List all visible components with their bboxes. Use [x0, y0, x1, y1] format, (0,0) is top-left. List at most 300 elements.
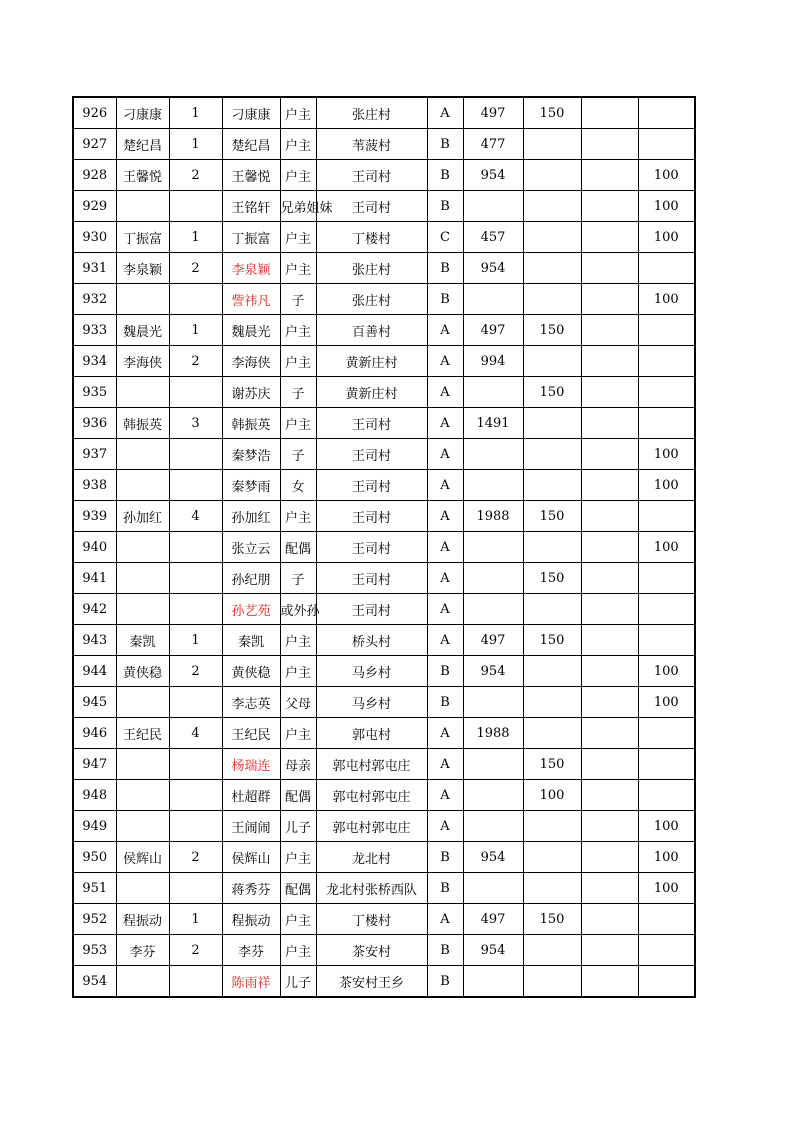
row-number-cell: 943 — [73, 625, 116, 656]
amount-4-cell — [638, 780, 695, 811]
member-count-cell — [169, 439, 222, 470]
amount-2-cell — [523, 253, 581, 284]
relationship-cell: 户主 — [280, 501, 316, 532]
amount-1-cell: 1988 — [463, 501, 523, 532]
amount-4-cell: 100 — [638, 284, 695, 315]
amount-4-cell: 100 — [638, 191, 695, 222]
table-row — [73, 842, 695, 873]
household-head-cell: 刁康康 — [116, 97, 169, 129]
household-head-cell — [116, 191, 169, 222]
class-cell: A — [427, 439, 463, 470]
amount-2-cell: 150 — [523, 563, 581, 594]
amount-2-cell: 150 — [523, 625, 581, 656]
class-cell: A — [427, 718, 463, 749]
amount-3-cell — [581, 346, 638, 377]
member-count-cell: 1 — [169, 904, 222, 935]
amount-3-cell — [581, 501, 638, 532]
amount-4-cell — [638, 253, 695, 284]
amount-4-cell — [638, 625, 695, 656]
household-head-cell — [116, 439, 169, 470]
amount-1-cell: 1491 — [463, 408, 523, 439]
household-head-cell — [116, 811, 169, 842]
amount-3-cell — [581, 935, 638, 966]
household-head-cell — [116, 284, 169, 315]
member-name-cell: 王铭轩 — [222, 191, 280, 222]
member-count-cell — [169, 594, 222, 625]
row-number-cell: 953 — [73, 935, 116, 966]
amount-2-cell: 150 — [523, 904, 581, 935]
household-head-cell — [116, 377, 169, 408]
amount-2-cell — [523, 222, 581, 253]
amount-1-cell — [463, 780, 523, 811]
table-row — [73, 284, 695, 315]
table-row — [73, 718, 695, 749]
household-head-cell — [116, 749, 169, 780]
amount-4-cell: 100 — [638, 811, 695, 842]
relationship-cell: 父母 — [280, 687, 316, 718]
amount-3-cell — [581, 718, 638, 749]
relationship-cell: 儿子 — [280, 811, 316, 842]
row-number-cell: 950 — [73, 842, 116, 873]
amount-1-cell — [463, 439, 523, 470]
row-number-cell: 932 — [73, 284, 116, 315]
member-name-cell: 杨瑞连 — [222, 749, 280, 780]
row-number-cell: 929 — [73, 191, 116, 222]
amount-1-cell: 954 — [463, 935, 523, 966]
amount-1-cell: 497 — [463, 625, 523, 656]
household-head-cell: 李海侠 — [116, 346, 169, 377]
amount-3-cell — [581, 377, 638, 408]
member-name-cell: 訾祎凡 — [222, 284, 280, 315]
row-number-cell: 944 — [73, 656, 116, 687]
village-cell: 王司村 — [316, 408, 427, 439]
village-cell: 王司村 — [316, 160, 427, 191]
member-name-cell: 刁康康 — [222, 97, 280, 129]
amount-3-cell — [581, 470, 638, 501]
member-name-cell: 程振动 — [222, 904, 280, 935]
member-name-cell: 蒋秀芬 — [222, 873, 280, 904]
amount-2-cell — [523, 532, 581, 563]
village-cell: 郭屯村郭屯庄 — [316, 811, 427, 842]
amount-4-cell: 100 — [638, 532, 695, 563]
relationship-cell: 儿子 — [280, 966, 316, 998]
amount-4-cell — [638, 935, 695, 966]
village-cell: 黄新庄村 — [316, 346, 427, 377]
class-cell: B — [427, 253, 463, 284]
member-name-cell: 丁振富 — [222, 222, 280, 253]
amount-1-cell — [463, 563, 523, 594]
member-count-cell — [169, 873, 222, 904]
amount-1-cell — [463, 470, 523, 501]
row-number-cell: 954 — [73, 966, 116, 998]
class-cell: A — [427, 470, 463, 501]
amount-2-cell — [523, 470, 581, 501]
village-cell: 郭屯村郭屯庄 — [316, 780, 427, 811]
member-name-cell: 李海侠 — [222, 346, 280, 377]
household-head-cell: 魏晨光 — [116, 315, 169, 346]
amount-3-cell — [581, 904, 638, 935]
class-cell: B — [427, 687, 463, 718]
household-head-cell: 丁振富 — [116, 222, 169, 253]
village-cell: 茶安村 — [316, 935, 427, 966]
row-number-cell: 930 — [73, 222, 116, 253]
member-count-cell: 2 — [169, 253, 222, 284]
member-name-cell: 杜超群 — [222, 780, 280, 811]
member-name-cell: 侯辉山 — [222, 842, 280, 873]
amount-2-cell — [523, 811, 581, 842]
amount-1-cell — [463, 811, 523, 842]
member-name-cell: 秦梦雨 — [222, 470, 280, 501]
class-cell: A — [427, 408, 463, 439]
table-row — [73, 129, 695, 160]
amount-3-cell — [581, 811, 638, 842]
class-cell: A — [427, 532, 463, 563]
row-number-cell: 941 — [73, 563, 116, 594]
table-row — [73, 439, 695, 470]
member-count-cell: 1 — [169, 625, 222, 656]
class-cell: A — [427, 811, 463, 842]
village-cell: 郭屯村郭屯庄 — [316, 749, 427, 780]
table-row — [73, 904, 695, 935]
household-head-cell — [116, 563, 169, 594]
relationship-cell: 户主 — [280, 842, 316, 873]
member-count-cell — [169, 191, 222, 222]
amount-2-cell — [523, 935, 581, 966]
amount-4-cell: 100 — [638, 439, 695, 470]
amount-4-cell — [638, 563, 695, 594]
amount-3-cell — [581, 780, 638, 811]
member-count-cell — [169, 811, 222, 842]
amount-3-cell — [581, 749, 638, 780]
member-count-cell — [169, 563, 222, 594]
member-count-cell: 3 — [169, 408, 222, 439]
amount-1-cell — [463, 532, 523, 563]
amount-1-cell: 954 — [463, 842, 523, 873]
member-name-cell: 谢苏庆 — [222, 377, 280, 408]
member-count-cell — [169, 284, 222, 315]
amount-1-cell: 994 — [463, 346, 523, 377]
member-count-cell: 4 — [169, 718, 222, 749]
roster-table — [72, 96, 696, 998]
table-row — [73, 160, 695, 191]
village-cell: 张庄村 — [316, 284, 427, 315]
amount-1-cell: 497 — [463, 315, 523, 346]
amount-2-cell: 150 — [523, 97, 581, 129]
amount-2-cell — [523, 966, 581, 998]
relationship-cell: 户主 — [280, 160, 316, 191]
relationship-cell: 配偶 — [280, 532, 316, 563]
relationship-cell: 配偶 — [280, 873, 316, 904]
member-count-cell — [169, 532, 222, 563]
member-count-cell: 2 — [169, 656, 222, 687]
table-row — [73, 966, 695, 998]
relationship-cell: 子 — [280, 284, 316, 315]
row-number-cell: 933 — [73, 315, 116, 346]
household-head-cell — [116, 594, 169, 625]
amount-3-cell — [581, 129, 638, 160]
amount-2-cell: 150 — [523, 377, 581, 408]
relationship-cell: 户主 — [280, 656, 316, 687]
member-name-cell: 魏晨光 — [222, 315, 280, 346]
amount-1-cell: 1988 — [463, 718, 523, 749]
amount-1-cell: 954 — [463, 656, 523, 687]
household-head-cell: 李泉颖 — [116, 253, 169, 284]
row-number-cell: 931 — [73, 253, 116, 284]
row-number-cell: 948 — [73, 780, 116, 811]
amount-1-cell — [463, 687, 523, 718]
row-number-cell: 936 — [73, 408, 116, 439]
member-name-cell: 王纪民 — [222, 718, 280, 749]
row-number-cell: 939 — [73, 501, 116, 532]
row-number-cell: 940 — [73, 532, 116, 563]
amount-4-cell — [638, 97, 695, 129]
table-body — [73, 97, 695, 997]
table-row — [73, 687, 695, 718]
table-row — [73, 749, 695, 780]
relationship-cell: 户主 — [280, 346, 316, 377]
member-count-cell: 2 — [169, 160, 222, 191]
relationship-cell: 户主 — [280, 222, 316, 253]
relationship-cell: 子 — [280, 439, 316, 470]
household-head-cell — [116, 873, 169, 904]
amount-2-cell: 150 — [523, 315, 581, 346]
member-name-cell: 王闹闹 — [222, 811, 280, 842]
member-count-cell: 4 — [169, 501, 222, 532]
member-count-cell: 2 — [169, 935, 222, 966]
table-row — [73, 253, 695, 284]
village-cell: 王司村 — [316, 439, 427, 470]
amount-3-cell — [581, 687, 638, 718]
class-cell: B — [427, 656, 463, 687]
member-name-cell: 李芬 — [222, 935, 280, 966]
class-cell: A — [427, 501, 463, 532]
amount-3-cell — [581, 625, 638, 656]
amount-1-cell: 954 — [463, 160, 523, 191]
amount-1-cell — [463, 749, 523, 780]
class-cell: A — [427, 563, 463, 594]
member-name-cell: 孙纪朋 — [222, 563, 280, 594]
relationship-cell: 户主 — [280, 253, 316, 284]
amount-3-cell — [581, 253, 638, 284]
village-cell: 黄新庄村 — [316, 377, 427, 408]
household-head-cell: 王馨悦 — [116, 160, 169, 191]
class-cell: A — [427, 346, 463, 377]
amount-4-cell — [638, 966, 695, 998]
amount-2-cell — [523, 284, 581, 315]
table-row — [73, 315, 695, 346]
amount-4-cell — [638, 904, 695, 935]
amount-1-cell: 497 — [463, 97, 523, 129]
amount-3-cell — [581, 842, 638, 873]
member-name-cell: 韩振英 — [222, 408, 280, 439]
member-count-cell — [169, 377, 222, 408]
amount-3-cell — [581, 532, 638, 563]
village-cell: 王司村 — [316, 594, 427, 625]
member-count-cell: 1 — [169, 315, 222, 346]
amount-3-cell — [581, 160, 638, 191]
class-cell: A — [427, 97, 463, 129]
amount-2-cell — [523, 873, 581, 904]
table-row — [73, 594, 695, 625]
village-cell: 张庄村 — [316, 253, 427, 284]
table-row — [73, 377, 695, 408]
amount-2-cell — [523, 594, 581, 625]
amount-4-cell — [638, 408, 695, 439]
relationship-cell: 户主 — [280, 408, 316, 439]
amount-3-cell — [581, 284, 638, 315]
class-cell: B — [427, 842, 463, 873]
class-cell: A — [427, 625, 463, 656]
class-cell: A — [427, 594, 463, 625]
village-cell: 百善村 — [316, 315, 427, 346]
amount-4-cell: 100 — [638, 842, 695, 873]
household-head-cell: 王纪民 — [116, 718, 169, 749]
amount-4-cell — [638, 594, 695, 625]
village-cell: 王司村 — [316, 191, 427, 222]
table-row — [73, 873, 695, 904]
table-row — [73, 408, 695, 439]
amount-2-cell: 100 — [523, 780, 581, 811]
class-cell: B — [427, 191, 463, 222]
amount-4-cell — [638, 718, 695, 749]
amount-4-cell — [638, 129, 695, 160]
amount-4-cell — [638, 377, 695, 408]
row-number-cell: 928 — [73, 160, 116, 191]
table-row — [73, 811, 695, 842]
amount-4-cell: 100 — [638, 687, 695, 718]
table-row — [73, 346, 695, 377]
amount-2-cell: 150 — [523, 501, 581, 532]
table-row — [73, 501, 695, 532]
row-number-cell: 947 — [73, 749, 116, 780]
member-count-cell: 1 — [169, 129, 222, 160]
member-count-cell: 2 — [169, 842, 222, 873]
village-cell: 王司村 — [316, 470, 427, 501]
member-count-cell — [169, 470, 222, 501]
household-head-cell — [116, 532, 169, 563]
row-number-cell: 942 — [73, 594, 116, 625]
row-number-cell: 934 — [73, 346, 116, 377]
amount-2-cell — [523, 191, 581, 222]
member-name-cell: 秦梦浩 — [222, 439, 280, 470]
amount-3-cell — [581, 222, 638, 253]
table-row — [73, 563, 695, 594]
amount-1-cell: 477 — [463, 129, 523, 160]
row-number-cell: 945 — [73, 687, 116, 718]
class-cell: B — [427, 966, 463, 998]
household-head-cell: 楚纪昌 — [116, 129, 169, 160]
member-name-cell: 陈雨祥 — [222, 966, 280, 998]
village-cell: 王司村 — [316, 501, 427, 532]
member-name-cell: 秦凯 — [222, 625, 280, 656]
household-head-cell — [116, 780, 169, 811]
class-cell: A — [427, 749, 463, 780]
village-cell: 苇菠村 — [316, 129, 427, 160]
class-cell: A — [427, 377, 463, 408]
amount-2-cell — [523, 439, 581, 470]
member-name-cell: 张立云 — [222, 532, 280, 563]
village-cell: 马乡村 — [316, 687, 427, 718]
relationship-cell: 户主 — [280, 718, 316, 749]
relationship-cell: 或外孙 — [280, 594, 316, 625]
amount-2-cell — [523, 687, 581, 718]
household-head-cell: 程振动 — [116, 904, 169, 935]
class-cell: B — [427, 873, 463, 904]
amount-2-cell — [523, 346, 581, 377]
amount-1-cell — [463, 284, 523, 315]
table-row — [73, 532, 695, 563]
amount-2-cell: 150 — [523, 749, 581, 780]
village-cell: 桥头村 — [316, 625, 427, 656]
row-number-cell: 949 — [73, 811, 116, 842]
amount-2-cell — [523, 408, 581, 439]
amount-3-cell — [581, 563, 638, 594]
amount-3-cell — [581, 594, 638, 625]
amount-3-cell — [581, 656, 638, 687]
relationship-cell: 女 — [280, 470, 316, 501]
table-row — [73, 97, 695, 129]
row-number-cell: 938 — [73, 470, 116, 501]
row-number-cell: 927 — [73, 129, 116, 160]
household-head-cell: 黄侠稳 — [116, 656, 169, 687]
amount-4-cell — [638, 749, 695, 780]
row-number-cell: 937 — [73, 439, 116, 470]
member-name-cell: 王馨悦 — [222, 160, 280, 191]
class-cell: B — [427, 284, 463, 315]
amount-4-cell: 100 — [638, 160, 695, 191]
amount-3-cell — [581, 873, 638, 904]
village-cell: 丁楼村 — [316, 904, 427, 935]
relationship-cell: 户主 — [280, 129, 316, 160]
member-name-cell: 楚纪昌 — [222, 129, 280, 160]
amount-3-cell — [581, 966, 638, 998]
amount-2-cell — [523, 160, 581, 191]
household-head-cell: 侯辉山 — [116, 842, 169, 873]
table-row — [73, 191, 695, 222]
member-count-cell — [169, 749, 222, 780]
amount-3-cell — [581, 97, 638, 129]
amount-2-cell — [523, 842, 581, 873]
member-count-cell — [169, 966, 222, 998]
relationship-cell: 配偶 — [280, 780, 316, 811]
amount-4-cell — [638, 501, 695, 532]
amount-2-cell — [523, 718, 581, 749]
village-cell: 郭屯村 — [316, 718, 427, 749]
class-cell: A — [427, 904, 463, 935]
class-cell: A — [427, 780, 463, 811]
village-cell: 王司村 — [316, 532, 427, 563]
member-count-cell — [169, 780, 222, 811]
row-number-cell: 926 — [73, 97, 116, 129]
household-head-cell — [116, 966, 169, 998]
amount-1-cell — [463, 377, 523, 408]
amount-4-cell: 100 — [638, 470, 695, 501]
table-row — [73, 780, 695, 811]
amount-4-cell — [638, 346, 695, 377]
amount-1-cell — [463, 594, 523, 625]
class-cell: B — [427, 935, 463, 966]
amount-2-cell — [523, 656, 581, 687]
member-name-cell: 李泉颖 — [222, 253, 280, 284]
member-name-cell: 孙艺苑 — [222, 594, 280, 625]
household-head-cell: 孙加红 — [116, 501, 169, 532]
amount-3-cell — [581, 439, 638, 470]
relationship-cell: 兄弟姐妹 — [280, 191, 316, 222]
table-row — [73, 470, 695, 501]
class-cell: B — [427, 160, 463, 191]
member-count-cell — [169, 687, 222, 718]
amount-1-cell: 457 — [463, 222, 523, 253]
